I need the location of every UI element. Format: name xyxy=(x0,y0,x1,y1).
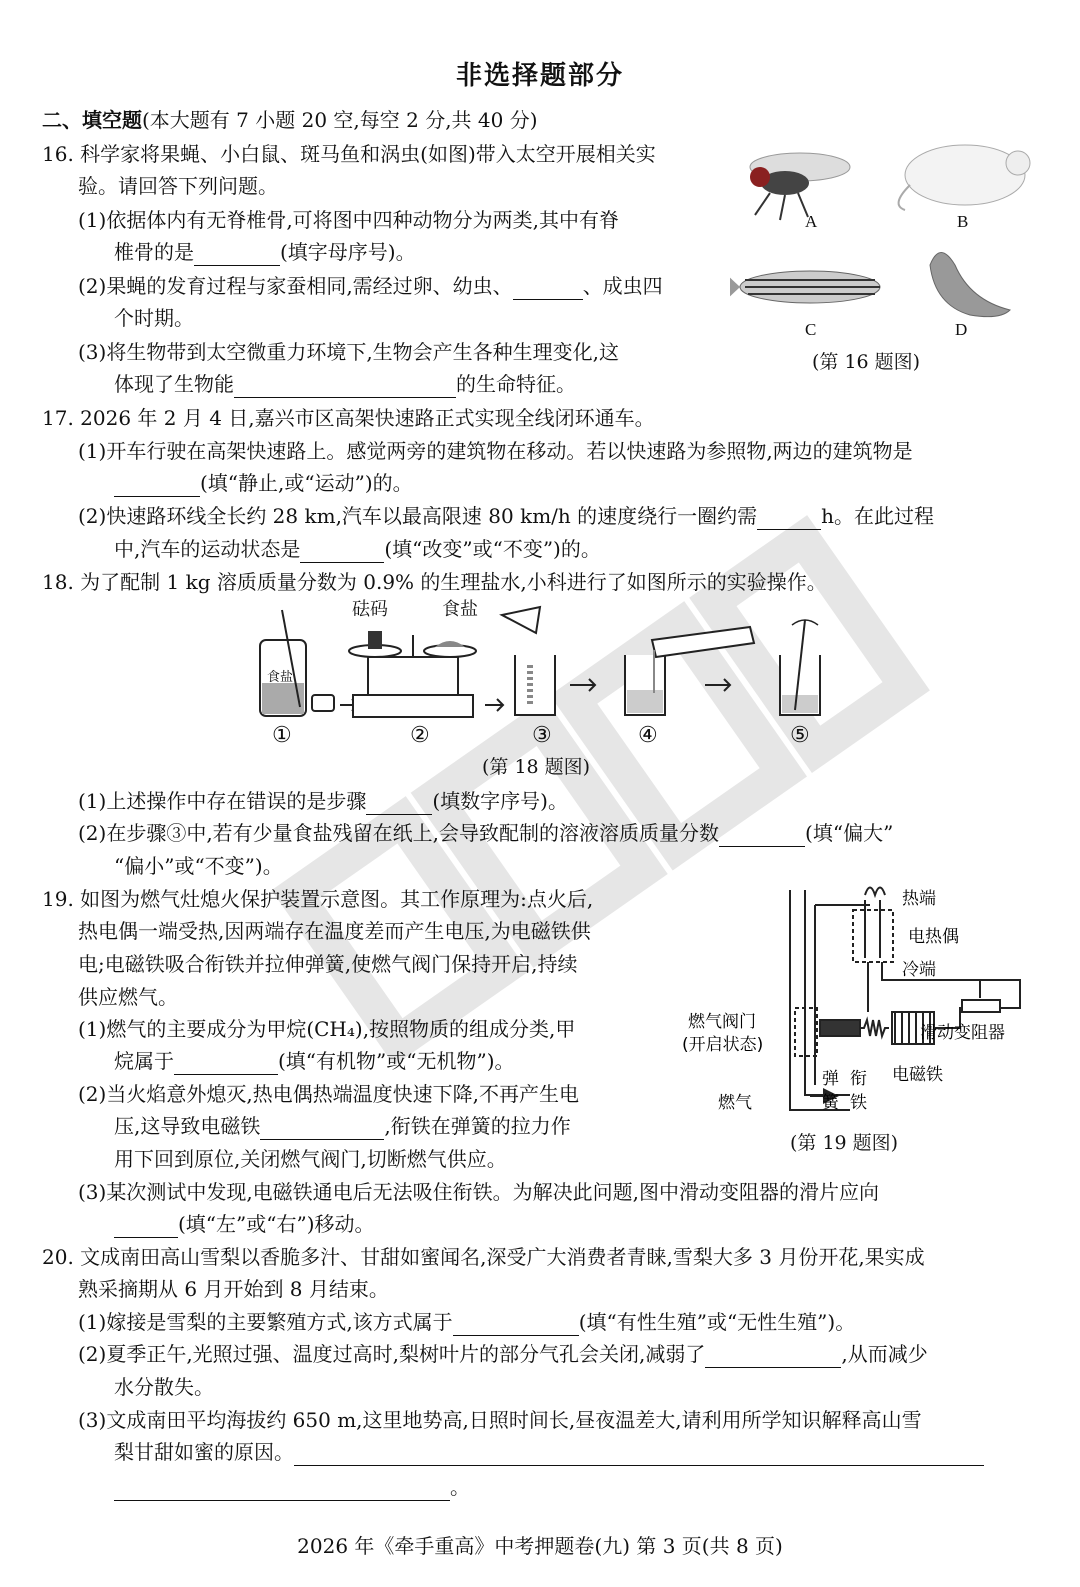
fig16-caption: (第 16 题图) xyxy=(812,351,921,373)
fig16-label-d: D xyxy=(955,320,968,339)
step-4: ④ xyxy=(638,723,658,748)
q18-part2-line1: (2)在步骤③中,若有少量食盐残留在纸上,会导致配制的溶液溶质质量分数 (填“偏大” xyxy=(78,821,894,845)
q20-part3-line3: 。 xyxy=(114,1473,470,1501)
q16-stem-2: 验。请回答下列问题。 xyxy=(78,174,278,198)
label-gas: 燃气 xyxy=(718,1093,752,1113)
q16-figure xyxy=(730,135,1060,345)
q20-part2-line1: (2)夏季正午,光照过强、温度过高时,梨树叶片的部分气孔会关闭,减弱了 ,从而减少 xyxy=(78,1342,928,1366)
answer-blank[interactable] xyxy=(234,375,456,398)
answer-blank[interactable] xyxy=(513,277,583,300)
q16-part3-line1: (3)将生物带到太空微重力环境下,生物会产生各种生理变化,这 xyxy=(78,340,620,364)
answer-blank[interactable] xyxy=(194,243,280,266)
salt-jar-image xyxy=(260,610,334,716)
step-1: ① xyxy=(272,723,292,748)
answer-blank[interactable] xyxy=(174,1052,278,1075)
q19-part3-line1: (3)某次测试中发现,电磁铁通电后无法吸住衔铁。为解决此问题,图中滑动变阻器的滑片应向 xyxy=(78,1180,880,1204)
q19-stem-1: 19. 如图为燃气灶熄火保护装置示意图。其工作原理为:点火后, xyxy=(42,887,594,911)
q17-stem: 17. 2026 年 2 月 4 日,嘉兴市区高架快速路正式实现全线闭环通车。 xyxy=(42,406,655,430)
label-spring-1: 弹 xyxy=(822,1069,839,1089)
q18-part2-line2: “偏小”或“不变”)。 xyxy=(114,854,283,878)
section-note: (本大题有 7 小题 20 空,每空 2 分,共 40 分) xyxy=(142,108,538,132)
q19-figure xyxy=(680,880,1060,1130)
q17-part1-line2: (填“静止,或“运动”)的。 xyxy=(114,469,413,497)
label-valve-2: (开启状态) xyxy=(682,1035,764,1055)
label-thermocouple: 电热偶 xyxy=(908,927,959,947)
q20-part2-line2: 水分散失。 xyxy=(114,1375,214,1399)
label-armature-2: 铁 xyxy=(850,1093,867,1113)
q19-stem-2: 热电偶一端受热,因两端存在温度差而产生电压,为电磁铁供 xyxy=(78,919,591,943)
beaker-stirring-image xyxy=(780,620,820,715)
label-armature-1: 衔 xyxy=(850,1069,867,1089)
q19-part3-line2: (填“左”或“右”)移动。 xyxy=(114,1210,375,1238)
step-2: ② xyxy=(410,723,430,748)
q20-stem-2: 熟采摘期从 6 月开始到 8 月结束。 xyxy=(78,1277,389,1301)
label-rheostat: 滑动变阻器 xyxy=(920,1023,1005,1043)
fig16-label-b: B xyxy=(957,212,969,231)
answer-blank[interactable] xyxy=(114,1478,450,1501)
q19-stem-4: 供应燃气。 xyxy=(78,985,178,1009)
page-title: 非选择题部分 xyxy=(455,61,624,91)
q18-stem: 18. 为了配制 1 kg 溶质质量分数为 0.9% 的生理盐水,小科进行了如图所示的实验操作。 xyxy=(42,570,827,594)
answer-blank[interactable] xyxy=(719,824,805,847)
fig19-caption: (第 19 题图) xyxy=(790,1132,899,1154)
q20-part1: (1)嫁接是雪梨的主要繁殖方式,该方式属于 (填“有性生殖”或“无性生殖”)。 xyxy=(78,1310,856,1334)
answer-blank[interactable] xyxy=(114,1215,178,1238)
q16-part3-line2: 体现了生物能 的生命特征。 xyxy=(114,372,576,396)
label-spring-2: 簧 xyxy=(822,1093,839,1113)
answer-blank[interactable] xyxy=(705,1345,841,1368)
step-3: ③ xyxy=(532,723,552,748)
q19-stem-3: 电;电磁铁吸合衔铁并拉伸弹簧,使燃气阀门保持开启,持续 xyxy=(78,952,578,976)
answer-blank[interactable] xyxy=(757,507,821,530)
white-mouse-image xyxy=(899,145,1030,210)
answer-blank[interactable] xyxy=(366,792,432,815)
q18-figure xyxy=(240,595,840,730)
fig18-caption: (第 18 题图) xyxy=(482,756,591,778)
q19-part2-line3: 用下回到原位,关闭燃气阀门,切断燃气供应。 xyxy=(114,1147,507,1171)
fig16-label-a: A xyxy=(805,212,818,231)
label-magnet: 电磁铁 xyxy=(892,1065,943,1085)
q17-part2-line2: 中,汽车的运动状态是 (填“改变”或“不变”)的。 xyxy=(114,537,601,561)
weights-label: 砝码 xyxy=(352,599,388,620)
q17-part1-line1: (1)开车行驶在高架快速路上。感觉两旁的建筑物在移动。若以快速路为参照物,两边的建筑物是 xyxy=(78,439,913,463)
section-label: 二、填空题 xyxy=(42,108,142,132)
q20-stem-1: 20. 文成南田高山雪梨以香脆多汁、甘甜如蜜闻名,深受广大消费者青睐,雪梨大多 3 月份开花,果实成 xyxy=(42,1245,925,1269)
answer-blank[interactable] xyxy=(294,1443,984,1466)
label-cold: 冷端 xyxy=(902,960,936,980)
q16-part1-line2: 椎骨的是 (填字母序号)。 xyxy=(114,240,416,264)
beaker-pouring-image xyxy=(625,627,754,715)
q18-part1: (1)上述操作中存在错误的是步骤 (填数字序号)。 xyxy=(78,789,568,813)
q17-part2-line1: (2)快速路环线全长约 28 km,汽车以最高限速 80 km/h 的速度绕行一圈约需 h。在此过程 xyxy=(78,504,935,528)
q16-stem-1: 16. 科学家将果蝇、小白鼠、斑马鱼和涡虫(如图)带入太空开展相关实 xyxy=(42,142,656,166)
q19-part1-line2: 烷属于 (填“有机物”或“无机物”)。 xyxy=(114,1049,515,1073)
page-footer: 2026 年《牵手重高》中考押题卷(九) 第 3 页(共 8 页) xyxy=(297,1534,783,1558)
label-valve-1: 燃气阀门 xyxy=(688,1012,756,1032)
q16-part2-line2: 个时期。 xyxy=(114,306,194,330)
section-header xyxy=(42,106,538,134)
q19-part2-line1: (2)当火焰意外熄灭,热电偶热端温度快速下降,不再产生电 xyxy=(78,1082,580,1106)
q19-part2-line2: 压,这导致电磁铁 ,衔铁在弹簧的拉力作 xyxy=(114,1114,571,1138)
answer-blank[interactable] xyxy=(300,540,384,563)
fruit-fly-image xyxy=(750,153,850,220)
answer-blank[interactable] xyxy=(114,474,200,497)
q16-part1-line1: (1)依据体内有无脊椎骨,可将图中四种动物分为两类,其中有脊 xyxy=(78,208,620,232)
balance-image xyxy=(349,631,476,717)
answer-blank[interactable] xyxy=(453,1313,579,1336)
flatworm-image xyxy=(930,253,1010,317)
answer-blank[interactable] xyxy=(260,1117,384,1140)
step-5: ⑤ xyxy=(790,723,810,748)
jar-label: 食盐 xyxy=(267,670,294,685)
fig16-label-c: C xyxy=(805,320,817,339)
q19-part1-line1: (1)燃气的主要成分为甲烷(CH₄),按照物质的组成分类,甲 xyxy=(78,1017,576,1041)
q20-part3-line1: (3)文成南田平均海拔约 650 m,这里地势高,日照时间长,昼夜温差大,请利用所学知识解释高山雪 xyxy=(78,1408,922,1432)
q16-part2-line1: (2)果蝇的发育过程与家蚕相同,需经过卵、幼虫、 、成虫四 xyxy=(78,274,663,298)
zebrafish-image xyxy=(730,271,880,303)
beaker-with-paper-image xyxy=(502,607,555,715)
label-hot: 热端 xyxy=(902,889,936,909)
q20-part3-line2: 梨甘甜如蜜的原因。 xyxy=(114,1438,984,1466)
salt-label: 食盐 xyxy=(442,599,478,620)
